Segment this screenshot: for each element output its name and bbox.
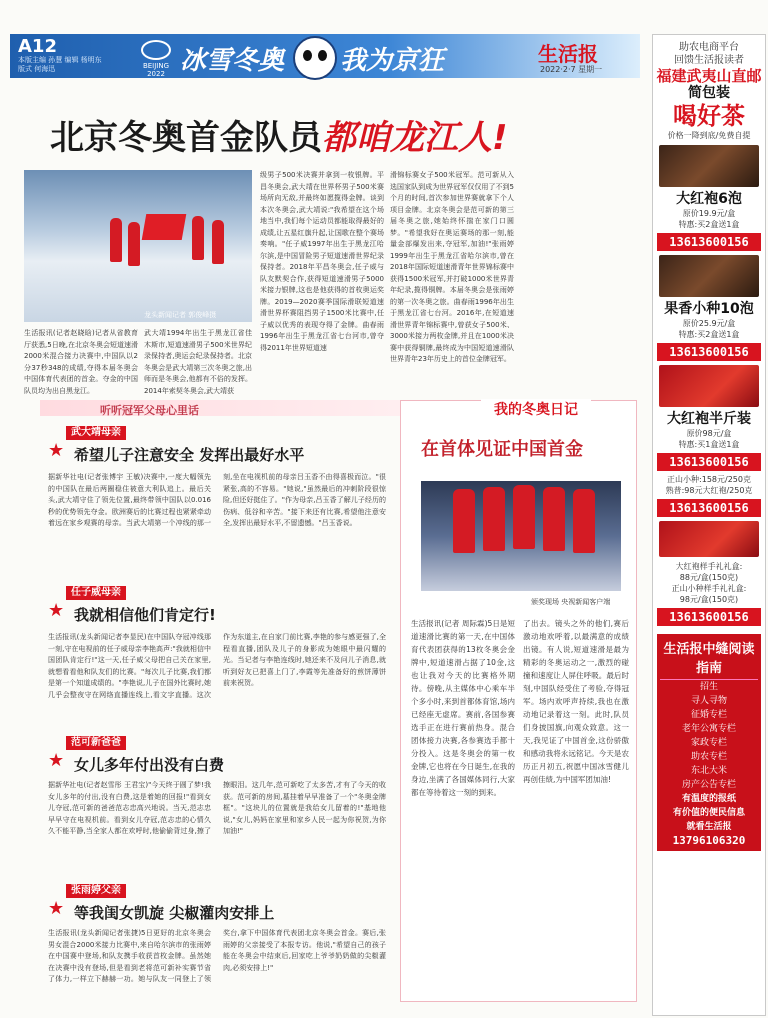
olympic-label: BEIJING 2022 bbox=[142, 62, 170, 78]
lead-column-1: 生活报讯(记者赵晓晗)记者从省教育厅获悉,5日晚,在北京冬奥会短道速滑2000米混合接力决赛中,中国队以2分37秒348的成绩,夺得本届冬奥会中国体育代表团的首金。夺金的中国队员均为出自黑龙江。 bbox=[24, 329, 138, 394]
story-body: 据新华社电(记者张博宇 王敏)决赛中,一度大幅领先的中国队在最后两圈稳住被意大利队追上。最后关头,武大靖守住了领先位置,最终带领中国队以0.016秒的优势领先夺金。欧洲赛后的比赛过程也紧紧牵动着远在家乡观赛的母亲。当武大靖第一个冲线的那一刻,坐在电视机前的母亲吕玉香不由得喜极而泣。"很紧张,高的不容易。"她说,"虽然最后的冲刺阶段很惊险,但还好挺住了。"作为母亲,吕玉香了解儿子经历的伤病、低谷和辛苦。"接下来还有比赛,希望他注意安全,发挥出最好水平,不留遗憾。"吕玉香说。 bbox=[48, 473, 386, 527]
product-price: 原价19.9元/盒 bbox=[682, 209, 736, 218]
headline-black: 北京冬奥首金队员 bbox=[50, 118, 322, 158]
story-tag: 张雨婷父亲 bbox=[66, 884, 126, 898]
guide-phone: 13796106320 bbox=[672, 834, 746, 847]
masthead bbox=[10, 34, 640, 78]
main-content bbox=[10, 80, 642, 1014]
diary-section-title: 我的冬奥日记 bbox=[481, 399, 591, 419]
reading-guide bbox=[657, 634, 761, 851]
ad-phone: 13613600156 bbox=[657, 608, 761, 626]
diary-headline: 在首体见证中国首金 bbox=[421, 439, 583, 460]
product-offer: 特惠:买2盒送1盒 bbox=[678, 220, 740, 229]
headline-red: 都咱龙江人! bbox=[322, 118, 508, 158]
star-icon: ★ bbox=[48, 898, 65, 919]
designer-line: 版式 何海迅 bbox=[18, 65, 56, 73]
product-name: 大红袍半斤装 bbox=[667, 411, 751, 427]
editor-credits bbox=[18, 56, 128, 74]
ad-brand: 福建武夷山直邮 bbox=[656, 67, 762, 85]
lead-column-4: 滑锦标赛女子500米冠军。范可新从入选国家队到成为世界冠军仅仅用了不到5个月的时间,首次参加世界赛就拿下个人项目金牌。北京冬奥会是范可新的第三届冬奥之旅,她始终怀揣在家门口圆梦。"希望我好在奥运赛场的那一刻,能量金部爆发出来,夺冠军,加油!"张雨婷1999年出生于黑龙江省哈尔滨市,曾在2018年国际短道速滑青年世界锦标赛中获得1500米冠军,并打破1000米世界青年纪录,揽得铜牌。本届冬奥会是张雨婷的第一次冬奥之旅。曲春雨1996年出生于黑龙江省七台河。2016年,在短道速滑世界青年锦标赛中,曾获女子500米、3000米接力两枚金牌,并且在1000米决赛中获得铜牌,最终成为中国短道速滑队世界青年23年历史上的首位金牌冠军。 bbox=[390, 171, 514, 363]
ad-header-line: 回馈生活报读者 bbox=[674, 55, 744, 66]
ad-phone: 13613600156 bbox=[657, 343, 761, 361]
skater-figure bbox=[192, 216, 204, 260]
mascot-panda-icon bbox=[293, 36, 337, 80]
diary-column-1: 生活报讯(记者 周际霖)5日是短道速滑比赛的第一天,在中国体育代表团获得的13枚冬奥会金牌中,短道速滑占据了10金,这也让我对今天的比赛格外期待。傍晚,从主媒体中心乘车半个多小时,来到首都体育馆,场内已经座无虚席。赛前,各国参赛选手正在进行赛前热身。混合团体接力决赛,各参赛选手都十分投入。这是冬奥会的第一枚金牌,它也将在今日诞生,在我的身边,坐满了各国媒体同行,大家都在等待着这一刻的到来。 bbox=[411, 619, 515, 797]
bulk-price: 正山小种:158元/250克 bbox=[667, 475, 751, 484]
lead-column-2: 武大靖1994年出生于黑龙江省佳木斯市,短道速滑男子500米世界纪录保持者,奥运会纪录保持者。北京冬奥会是武大靖第三次冬奥之旅,出师而是冬奥会,他都有不俗的发挥。2014年索契冬奥会,武大靖获 bbox=[144, 329, 252, 394]
gift-line: 88元/盒(150克) bbox=[679, 573, 739, 582]
athlete-figure bbox=[543, 487, 565, 551]
athlete-figure bbox=[483, 487, 505, 551]
page-number: A12 bbox=[18, 36, 57, 57]
star-icon: ★ bbox=[48, 440, 65, 461]
story-tag: 武大靖母亲 bbox=[66, 426, 126, 440]
lead-photo bbox=[24, 170, 252, 322]
ad-phone: 13613600156 bbox=[657, 233, 761, 251]
guide-item: 东北大米 bbox=[690, 766, 727, 776]
flag-icon bbox=[142, 214, 187, 240]
guide-note: 就看生活报 bbox=[686, 822, 732, 832]
editor-line: 本版主编 孙慧 编辑 杨明东 bbox=[18, 56, 102, 64]
athlete-figure bbox=[453, 489, 475, 553]
story-title: 希望儿子注意安全 发挥出最好水平 bbox=[74, 446, 305, 464]
lead-column-3: 级男子500米决赛并拿到一枚银牌。平昌冬奥会,武大靖在世界杯男子500米赛场所向无敌,并最终如愿揽得金牌。谈到本次冬奥会,武大靖说:"我希望在这个场地当中,我们每个运动员都能取得最好的成绩,让五星红旗升起,让国歌在整个赛场奏响。"任子威1997年出生于黑龙江哈尔滨,是中国冒险男子短道速滑世界纪录保持者。2018年平昌冬奥会,任子威与队友默契合作,获得短道速滑男子5000米接力银牌,这也是他获得的首枚奥运奖牌。2019—2020赛季国际滑联短道速滑世界杯赛阻挡男子1500米比赛中,任子威以优秀的表现夺得了金牌。曲春雨1996年出生于黑龙江省七台河市,曾夺得2011年世界短道速 bbox=[260, 171, 384, 352]
paper-logo: 生活报 bbox=[538, 42, 598, 66]
product-price: 原价98元/盒 bbox=[686, 429, 732, 438]
guide-item: 招生 bbox=[699, 682, 718, 692]
bulk-price: 熟普:98元大红袍/250克 bbox=[665, 486, 753, 495]
diary-box bbox=[400, 400, 637, 1002]
section-banner-text: 听听冠军父母心里话 bbox=[100, 404, 199, 417]
product-price: 原价25.9元/盒 bbox=[682, 319, 736, 328]
product-offer: 特惠:买2盒送1盒 bbox=[678, 330, 740, 339]
ad-phone: 13613600156 bbox=[657, 499, 761, 517]
product-image bbox=[659, 255, 759, 297]
guide-item: 助农专栏 bbox=[690, 752, 727, 762]
guide-title: 生活报中缝阅读指南 bbox=[660, 638, 758, 680]
ad-price-note: 价格一降到底/免费自提 bbox=[667, 131, 751, 140]
guide-item: 老年公寓专栏 bbox=[681, 724, 736, 734]
story-title: 我就相信他们肯定行! bbox=[74, 606, 216, 624]
athlete-figure bbox=[573, 489, 595, 553]
ad-header-line: 助农电商平台 bbox=[679, 42, 739, 53]
story-tag: 任子威母亲 bbox=[66, 586, 126, 600]
gift-box-image bbox=[659, 521, 759, 557]
guide-item: 房产公告专栏 bbox=[681, 780, 736, 790]
story-tag: 范可新爸爸 bbox=[66, 736, 126, 750]
gift-line: 98元/盒(150克) bbox=[679, 595, 739, 604]
olympic-emblem-icon bbox=[138, 38, 174, 78]
ad-big-text: 喝好茶 bbox=[673, 102, 745, 130]
skater-figure bbox=[128, 222, 140, 266]
story-title: 女儿多年付出没有白费 bbox=[74, 756, 225, 774]
product-name: 大红袍6泡 bbox=[676, 191, 742, 207]
story-body: 生活报讯(龙头新闻记者张捷)5日更好的北京冬奥会男女混合2000米接力比赛中,来自哈尔滨市的张雨婷在中国赛中登场,和队友携手收获首枚金牌。虽然她在决赛中没有登场,但是看到老将范可新补实赛节省了体力,一样立下赫赫一功。她与队友一同登上了领奖台,拿下中国体育代表团北京冬奥会首金。赛后,张雨婷的父亲接受了本报专访。他说,"希望自己的孩子能在冬奥会中结束后,回家吃上爷爷奶奶做的尖椒灌肉,必须安排上!" bbox=[48, 929, 386, 983]
slogan-left: 冰雪冬奥 bbox=[180, 46, 285, 76]
gift-line: 正山小种样手礼礼盒: bbox=[671, 584, 747, 593]
ad-subtitle: 简包装 bbox=[688, 85, 730, 101]
guide-item: 寻人寻物 bbox=[690, 696, 727, 706]
guide-note: 有温度的报纸 bbox=[681, 794, 736, 804]
story-body: 生活报讯(龙头新闻记者李显民)在中国队夺冠冲线那一刻,守在电视前的任子威母亲李艳高声:"我就相信中国团队肯定行!"这一天,任子威父母把自己关在家里,就想看看他和队友们的比赛。"每次儿子比赛,我们都是第一个知道成绩的。"李艳说,儿子在国外比赛时,她几乎会整夜守在网络直播连线上,看文字直播。这次作为东道主,在自家门前比赛,李艳的参与感更强了,全程看直播,团队及儿子的身影成为她眼中最闪耀的光。当记者与李艳连线时,她还来不及问儿子消息,就听到好友已把喜上门了,李霞等先准备好的煎饼薄饼前来祝贺。 bbox=[48, 633, 386, 699]
guide-item: 征婚专栏 bbox=[690, 710, 727, 720]
skater-figure bbox=[212, 220, 224, 264]
diary-photo-caption: 颁奖现场 央视新闻客户端 bbox=[531, 598, 611, 606]
product-offer: 特惠:买1盒送1盒 bbox=[678, 440, 740, 449]
athlete-figure bbox=[513, 485, 535, 549]
issue-date: 2022·2·7 星期一 bbox=[540, 65, 603, 74]
story-body: 据新华社电(记者赵雪彤 王君宝)"今天终于圆了梦!我女儿多年的付出,没有白费,这是着她的回报!"看到女儿夺冠,范可新的爸爸范志忠高兴地说。当天,范志忠早早守在电视机前。看到女儿夺冠,范志忠的心情久久不能平静,当全家人都在欢呼时,他偷偷背过身,擦了擦眼泪。这几年,范可新吃了太多苦,才有了今天的收获。范可新的房间,墓挂着早早准备了一个"冬奥金牌框"。"这块儿的位置就是我给女儿留着的!"基地他说,"女儿,妈妈在家里和家乡人民一起为你祝贺,为你加油!" bbox=[48, 781, 386, 835]
product-name: 果香小种10泡 bbox=[664, 301, 754, 317]
diary-column-2: 了出去。镜头之外的他们,赛后激动地欢呼着,以最满意的成绩出镜。有人说,短道速滑是最为精彩的冬奥运动之一,激烈的碰撞和速度让人屏住呼吸。最后时刻,中国队经受住了考验,夺得冠军。场内欢呼声持续,我也在激动地记录着这一刻。此时,队员们身披国旗,向观众致意。这一天,我见证了中国首金,这份骄傲和感动我将永远铭记。今天是农历正月初五,祝愿中国冰雪健儿再创佳绩,为中国军团加油! bbox=[523, 619, 629, 784]
ad-phone: 13613600156 bbox=[657, 453, 761, 471]
product-image bbox=[659, 365, 759, 407]
lead-headline bbox=[50, 110, 508, 159]
guide-note: 有价值的便民信息 bbox=[672, 808, 745, 818]
product-image bbox=[659, 145, 759, 187]
skater-figure bbox=[110, 218, 122, 262]
story-title: 等我闺女凯旋 尖椒灌肉安排上 bbox=[74, 904, 275, 922]
section-banner bbox=[40, 400, 400, 416]
star-icon: ★ bbox=[48, 600, 65, 621]
tea-advertisement bbox=[652, 34, 766, 1016]
gift-line: 大红袍样手礼礼盒: bbox=[675, 562, 743, 571]
star-icon: ★ bbox=[48, 750, 65, 771]
ad-header bbox=[653, 41, 765, 67]
lead-photo-caption: 龙头新闻记者 郭俊峰摄 bbox=[144, 311, 217, 319]
guide-item: 家政专栏 bbox=[690, 738, 727, 748]
slogan-right: 我为京狂 bbox=[340, 46, 445, 76]
